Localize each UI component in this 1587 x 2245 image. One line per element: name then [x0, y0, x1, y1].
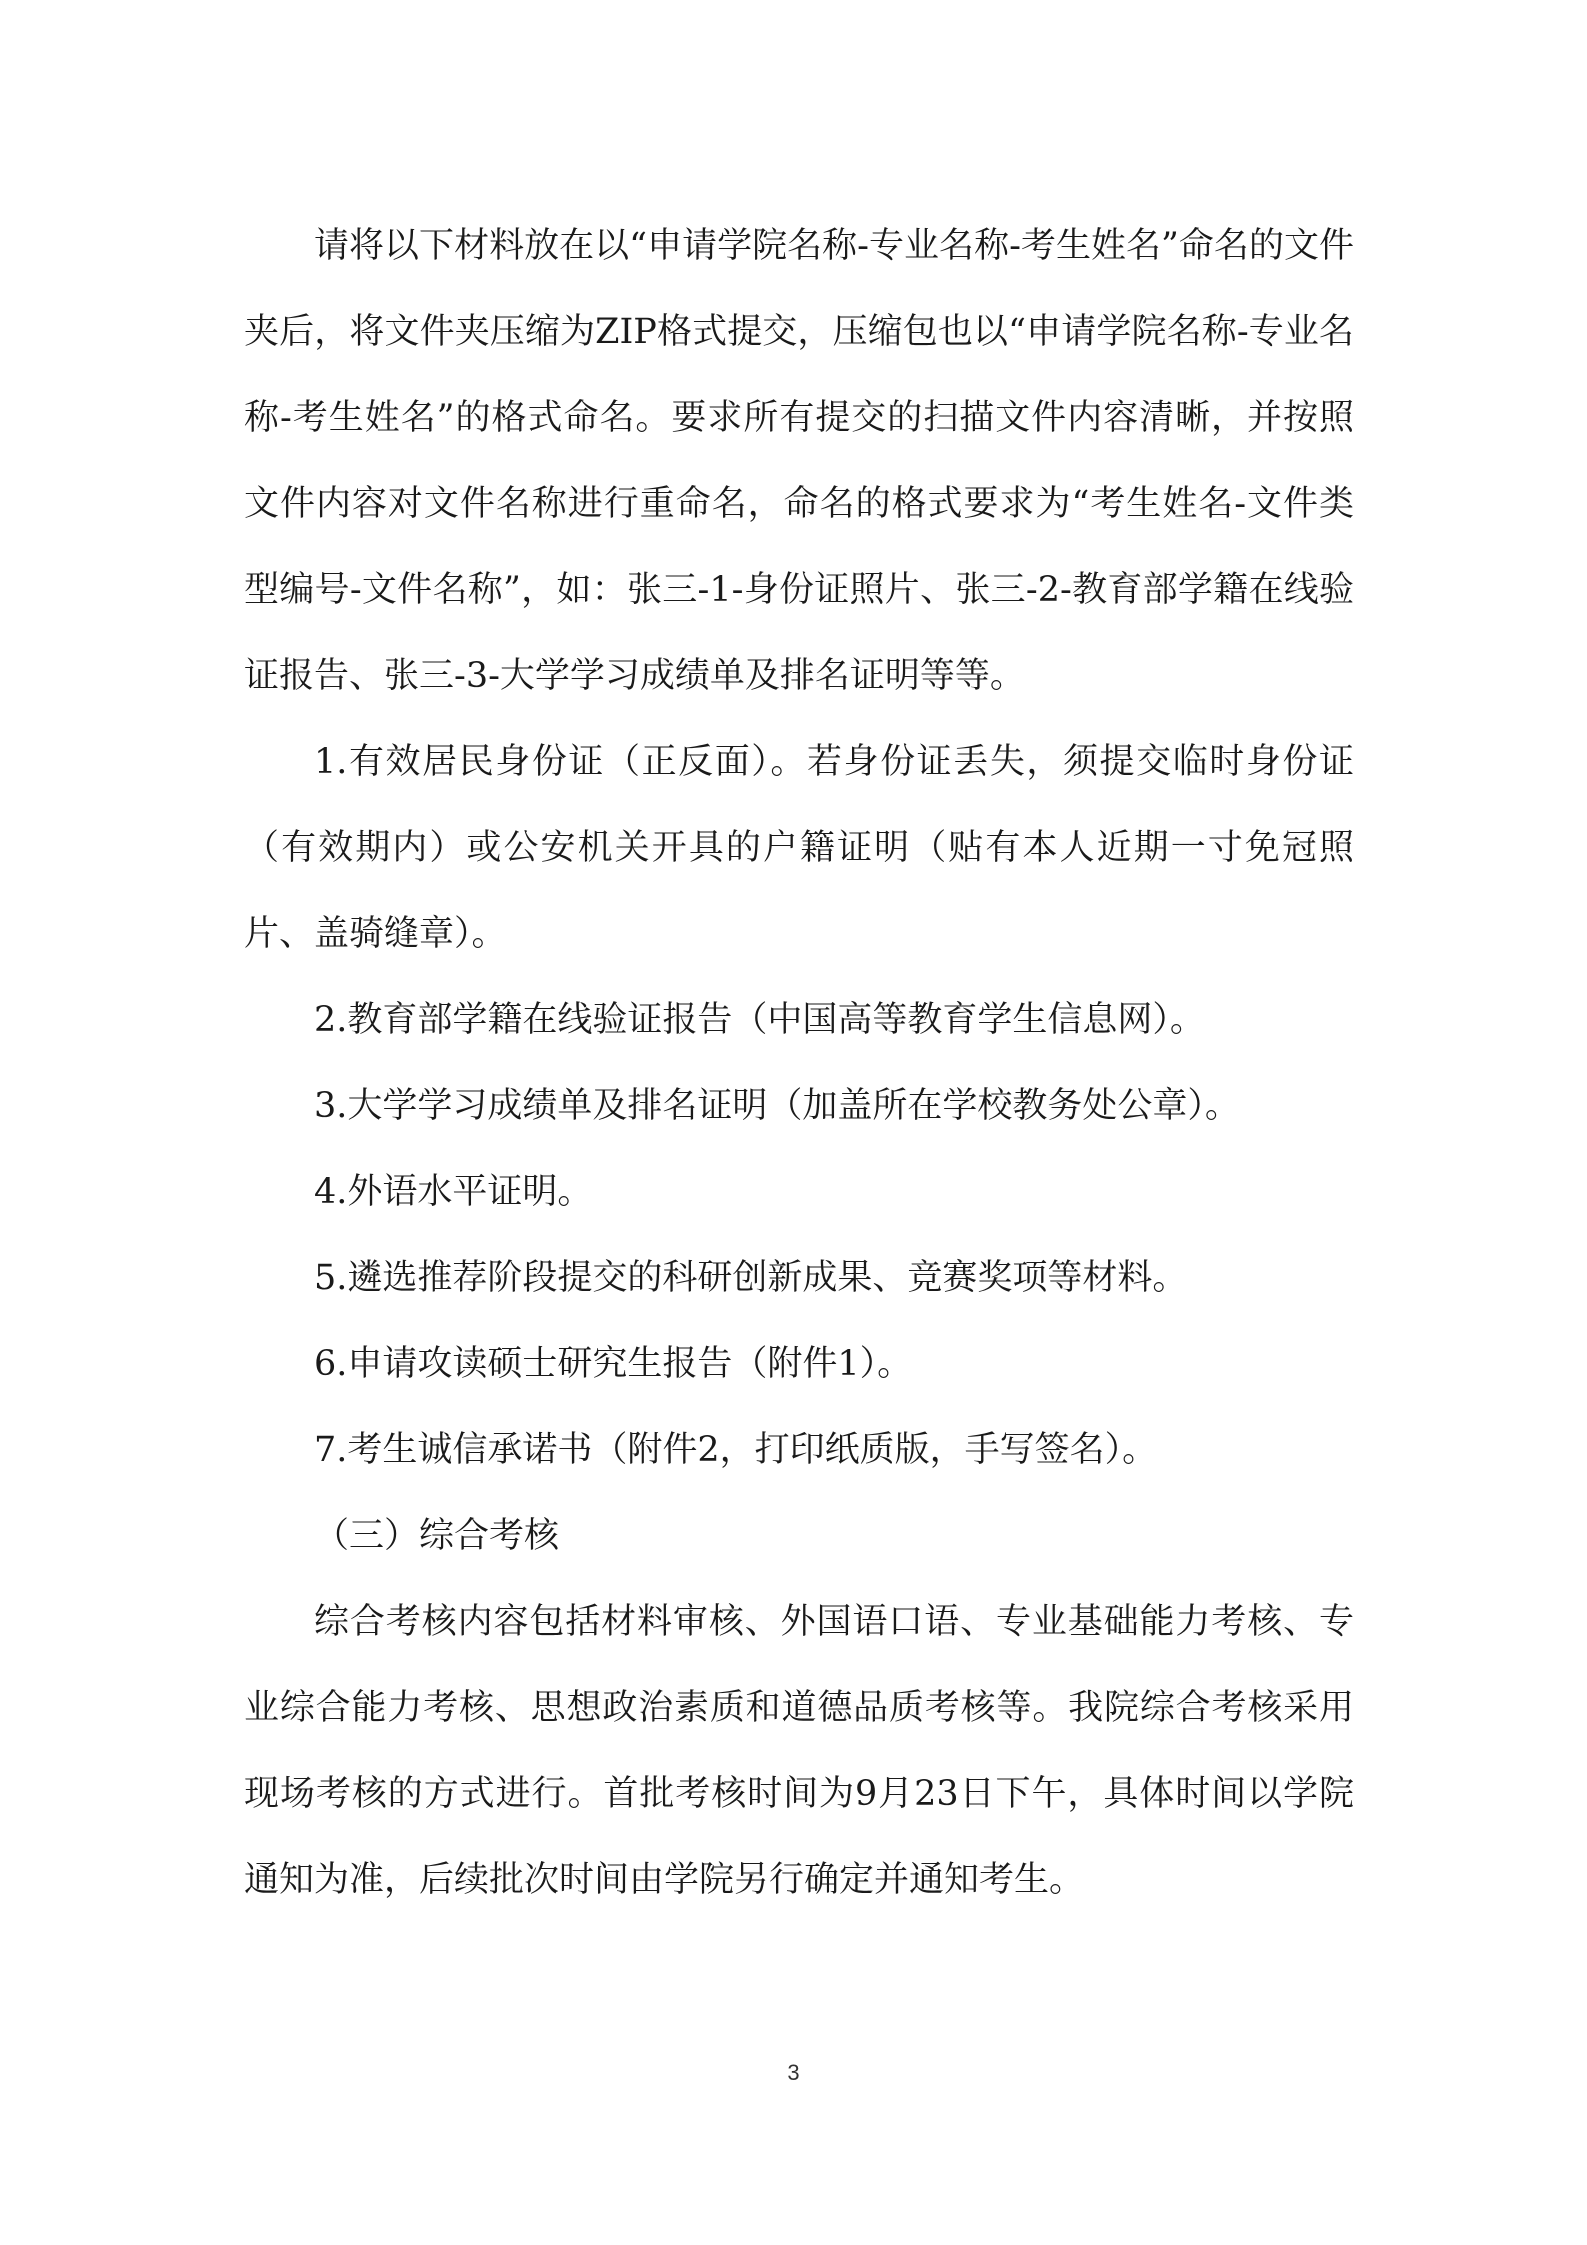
list-item: 6.申请攻读硕士研究生报告（附件1）。	[314, 1344, 913, 1384]
list-item: 4.外语水平证明。	[314, 1172, 593, 1212]
section-heading: （三）综合考核	[314, 1516, 560, 1556]
list-item: 5.遴选推荐阶段提交的科研创新成果、竞赛奖项等材料。	[314, 1258, 1188, 1298]
list-item: 7.考生诚信承诺书（附件2，打印纸质版，手写签名）。	[314, 1430, 1158, 1470]
list-item: 1.有效居民身份证（正反面）。若身份证丢失，须提交临时身份证（有效期内）或公安机关开具的户籍证明（贴有本人近期一寸免冠照片、盖骑缝章）。	[244, 742, 1354, 954]
section-paragraph: 综合考核内容包括材料审核、外国语口语、专业基础能力考核、专业综合能力考核、思想政治素质和道德品质考核等。我院综合考核采用现场考核的方式进行。首批考核时间为9月23日下午，具体时间以学院通知为准，后续批次时间由学院另行确定并通知考生。	[244, 1602, 1354, 1900]
list-item: 2.教育部学籍在线验证报告（中国高等教育学生信息网）。	[314, 1000, 1205, 1040]
document-body	[244, 203, 1354, 1923]
intro-paragraph: 请将以下材料放在以“申请学院名称-专业名称-考生姓名”命名的文件夹后，将文件夹压缩为ZIP格式提交，压缩包也以“申请学院名称-专业名称-考生姓名”的格式命名。要求所有提交的扫描文件内容清晰，并按照文件内容对文件名称进行重命名，命名的格式要求为“考生姓名-文件类型编号-文件名称”，如：张三-1-身份证照片、张三-2-教育部学籍在线验证报告、张三-3-大学学习成绩单及排名证明等等。	[244, 226, 1354, 696]
list-item: 3.大学学习成绩单及排名证明（加盖所在学校教务处公章）。	[314, 1086, 1240, 1126]
page-number: 3	[787, 2060, 800, 2085]
